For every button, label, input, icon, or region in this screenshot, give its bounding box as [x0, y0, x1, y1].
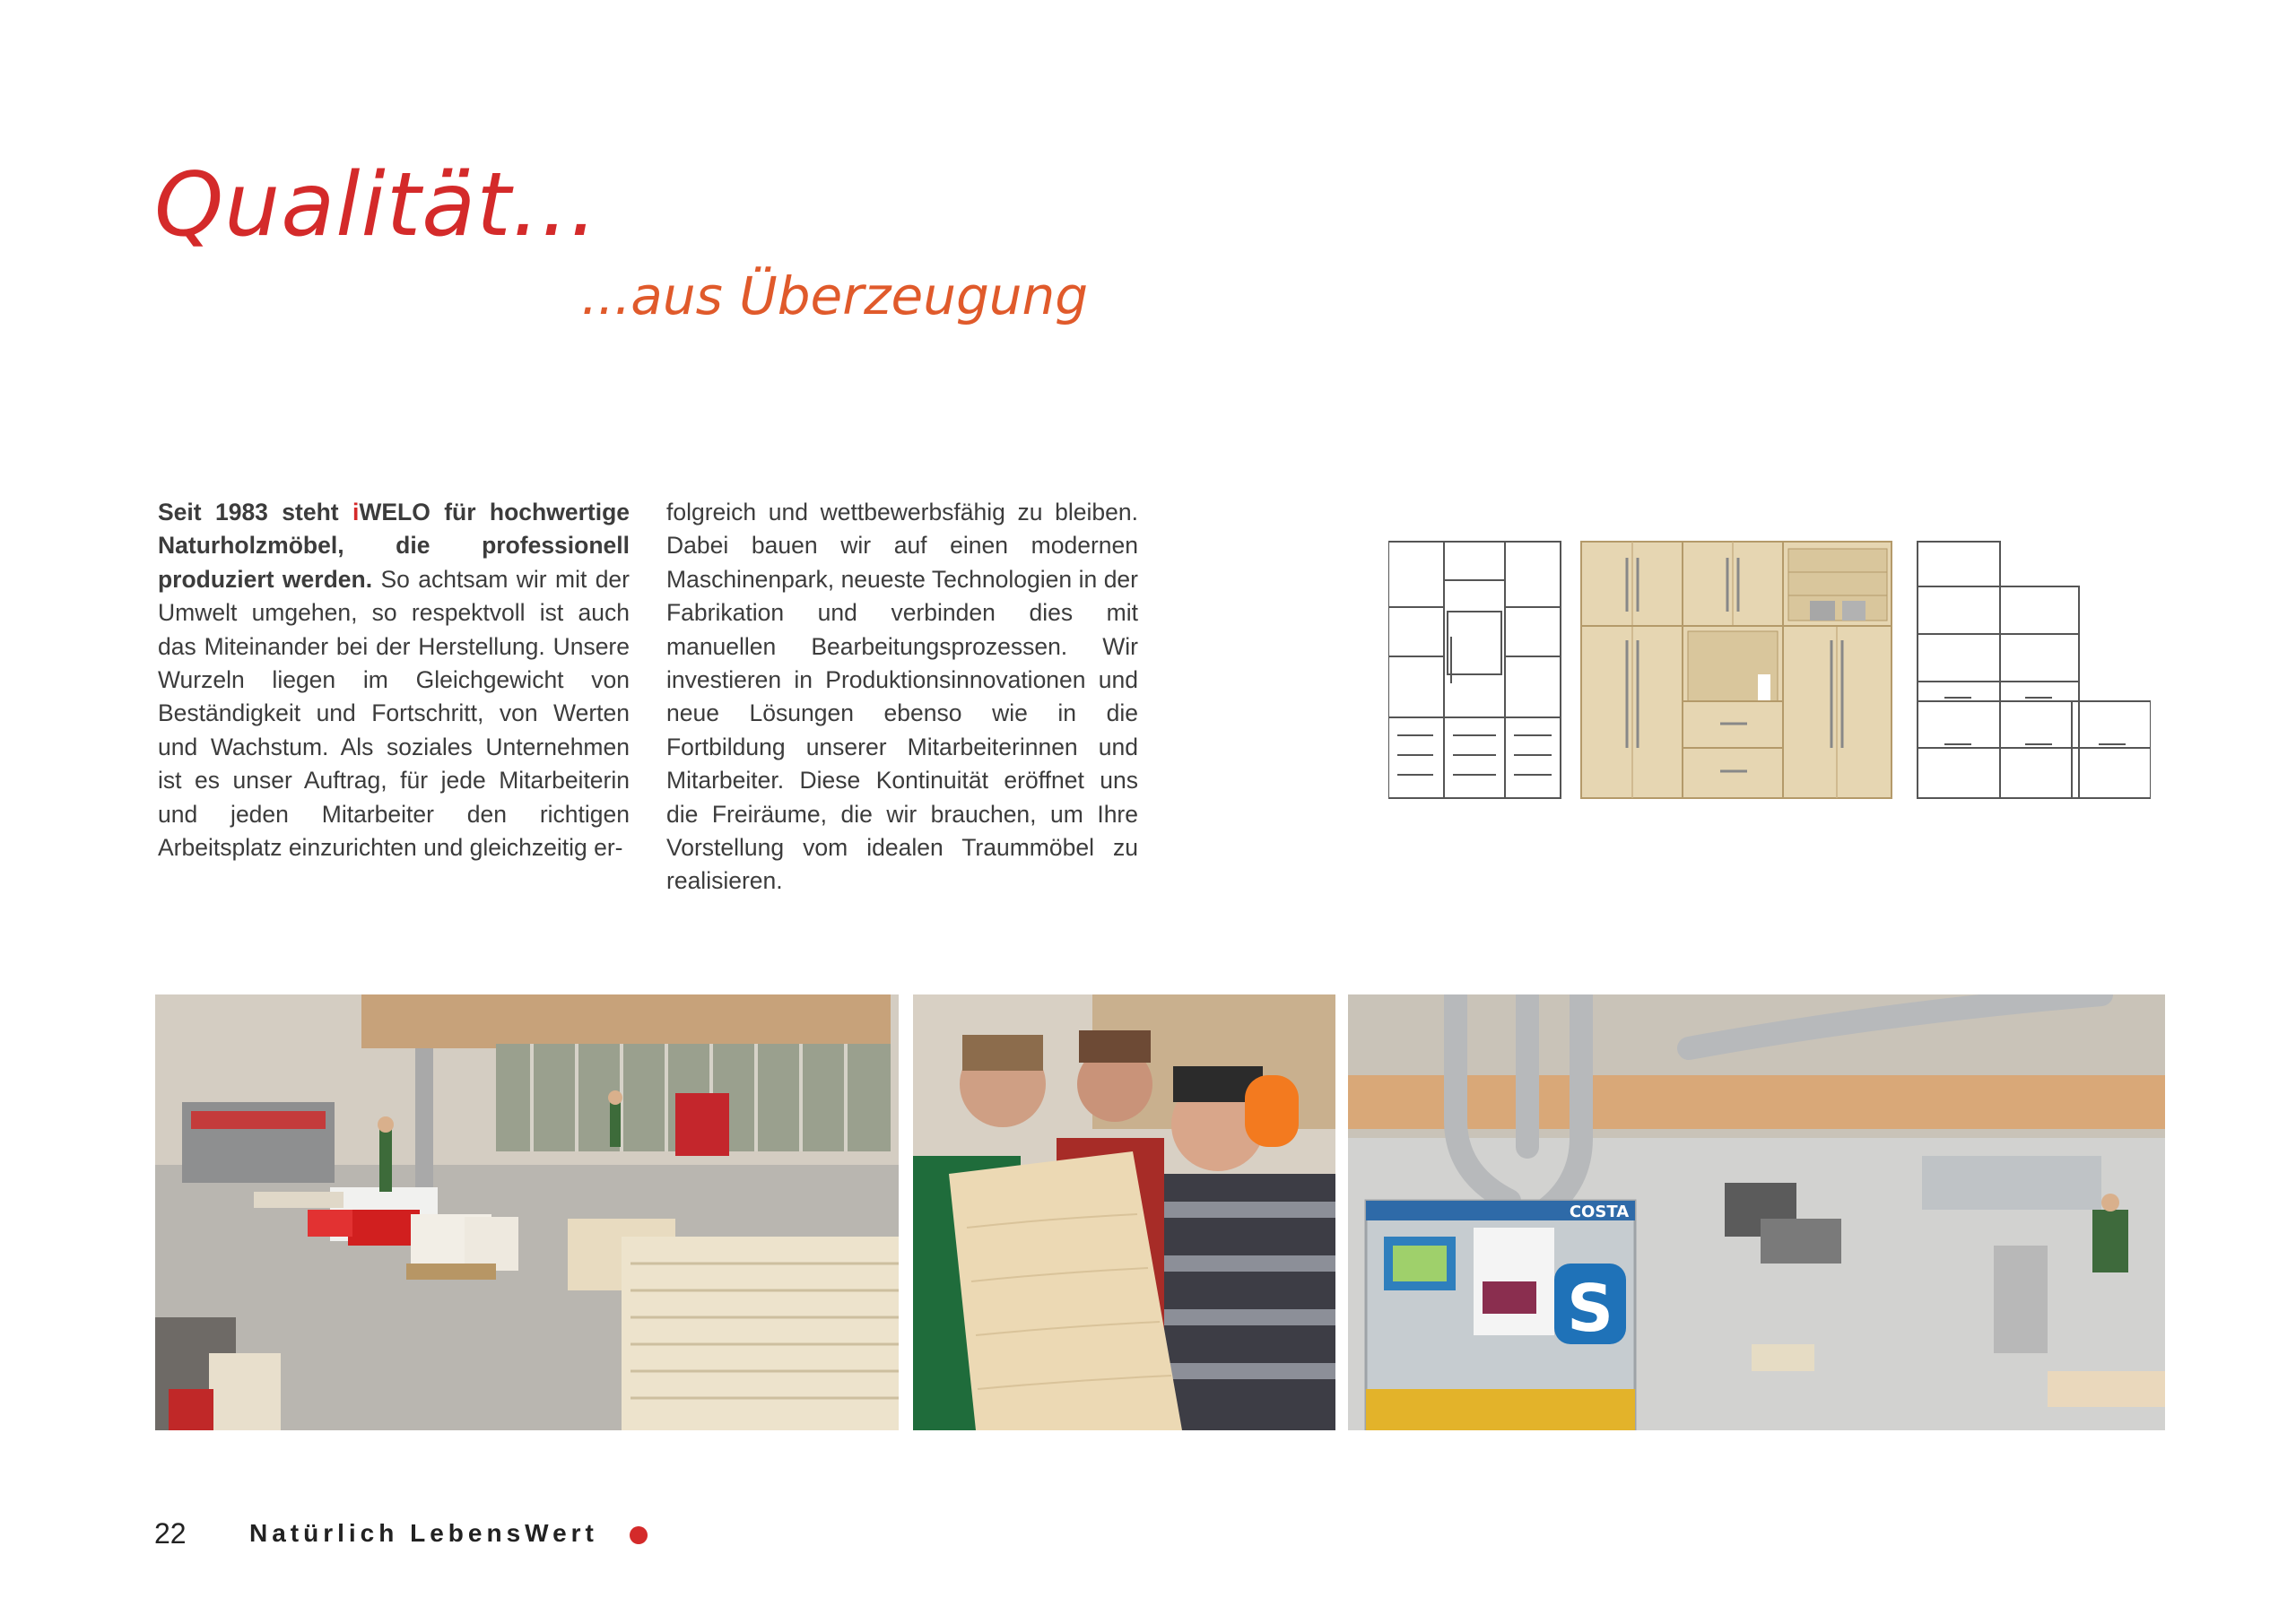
- shelf-line-drawing: [1918, 542, 2151, 798]
- factory-photo: [1348, 994, 2165, 1430]
- lead-text-1: Seit 1983 steht: [158, 499, 352, 525]
- furniture-illustrations: [1388, 540, 2151, 800]
- text-column-2: [666, 496, 1138, 899]
- paragraph-1: [158, 496, 630, 864]
- workshop-photo: [155, 994, 899, 1430]
- machine-brand: COSTA: [1569, 1203, 1630, 1221]
- workers-photo: [913, 994, 1335, 1430]
- furniture-drawings: [1388, 540, 2151, 800]
- footer-title: Natürlich LebensWert: [249, 1519, 598, 1547]
- wooden-wardrobe: [1581, 542, 1892, 798]
- body-text-1: So achtsam wir mit der Umwelt umgehen, so respektvoll ist auch das Miteinander bei der Herstellung. Unsere Wurzeln liegen im Gleichgewicht von Beständigkeit und Fortschritt, von Werten und Wachstum. Als soziales Unternehmen ist es unser Auftrag, für jede Mitarbeiterin und jeden Mitarbeiter den richtigen Arbeitsplatz einzurichten und gleichzeitig er-: [158, 565, 630, 862]
- page-subtitle: ...aus Überzeugung: [581, 265, 1089, 326]
- cabinet-line-drawing: [1388, 542, 1561, 798]
- lead-text-2: für hochwertige Naturholzmöbel, die professionell produziert werden.: [158, 499, 630, 593]
- footer-dot: [630, 1526, 648, 1544]
- paragraph-2: folgreich und wettbewerbsfähig zu bleiben. Dabei bauen wir auf einen modernen Maschinenpark, neueste Technologien in der Fabrikation und verbinden dies mit manuellen Bearbeitungsprozessen. Wir investieren in Produktionsinnovationen und neue Lösungen ebenso wie in die Fortbildung unserer Mitarbeiterinnen und Mitarbeiter. Diese Kontinuität eröffnet uns die Freiräume, die wir brauchen, um Ihre Vorstellung vom idealen Traummöbel zu realisieren.: [666, 499, 1138, 895]
- machine-letter: S: [1567, 1271, 1613, 1346]
- text-column-1: [158, 496, 630, 864]
- page-number: 22: [154, 1517, 187, 1550]
- brand-i: i: [352, 499, 360, 525]
- page-title: Qualität...: [154, 154, 599, 256]
- brand-name: [352, 499, 430, 525]
- brand-rest: WELO: [359, 499, 430, 525]
